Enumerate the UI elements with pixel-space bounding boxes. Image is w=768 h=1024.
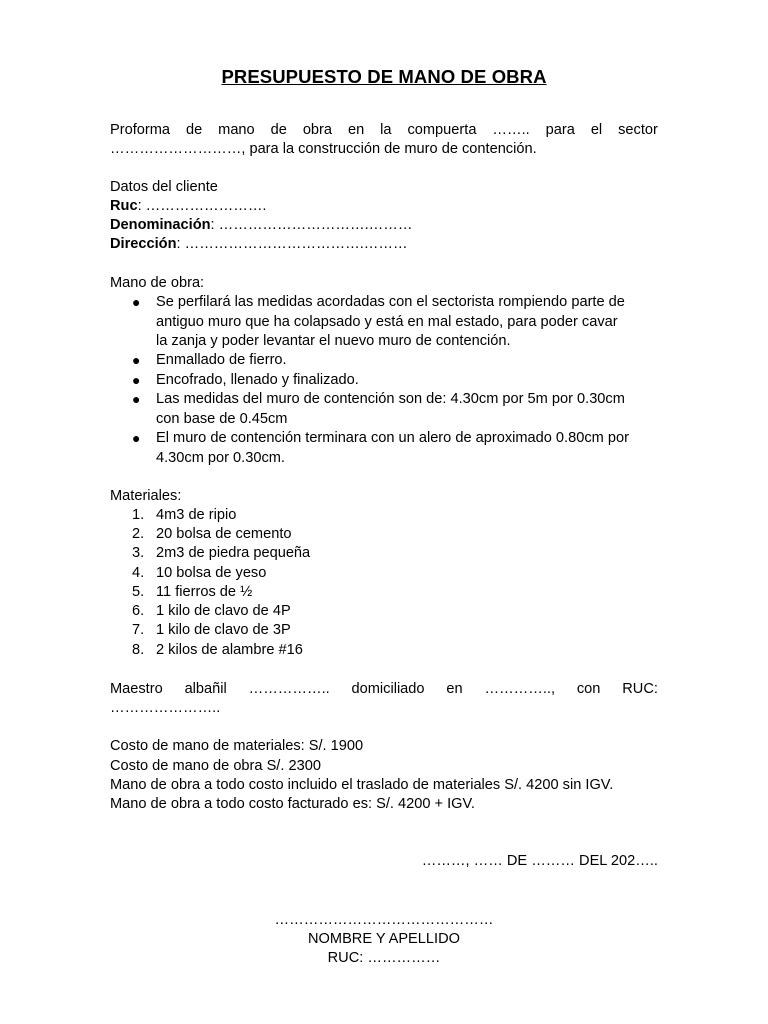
intro-word: ……..	[492, 122, 530, 138]
bullet-icon: ●	[132, 294, 141, 310]
materials-heading: Materiales:	[110, 488, 182, 504]
material-text: 1 kilo de clavo de 4P	[156, 603, 291, 619]
date-line: ………, …… DE ……… DEL 202…..	[421, 853, 658, 869]
client-heading: Datos del cliente	[110, 179, 218, 195]
mason-word: domiciliado	[351, 681, 425, 697]
labor-item-line: El muro de contención terminara con un alero de aproximado 0.80cm por	[156, 430, 629, 446]
material-text: 1 kilo de clavo de 3P	[156, 622, 291, 638]
mason-word: con	[576, 681, 601, 697]
ruc-value: : …………………….	[137, 198, 267, 214]
material-number: 1.	[132, 507, 145, 523]
labor-item-line: Encofrado, llenado y finalizado.	[156, 372, 359, 388]
signature-ruc: RUC: ……………	[327, 950, 441, 966]
intro-word: el	[590, 122, 603, 138]
material-number: 5.	[132, 584, 145, 600]
direccion-value: : ……………………………….………	[176, 236, 408, 252]
mason-word: en	[446, 681, 463, 697]
material-number: 7.	[132, 622, 145, 638]
material-text: 4m3 de ripio	[156, 507, 237, 523]
document-title: PRESUPUESTO DE MANO DE OBRA	[221, 66, 547, 87]
intro-word: en	[347, 122, 365, 138]
ruc-label: Ruc	[110, 198, 138, 214]
intro-line-1	[110, 121, 658, 140]
labor-item-line: antiguo muro que ha colapsado y está en mal estado, para poder cavar	[156, 313, 618, 330]
bullet-icon: ●	[132, 430, 141, 446]
labor-item-line: 4.30cm por 0.30cm.	[156, 449, 285, 466]
mason-word: Maestro	[110, 681, 163, 697]
mason-word: …………..,	[484, 681, 556, 697]
denominacion-value: : ………………………….………	[210, 217, 413, 233]
bullet-icon: ●	[132, 372, 141, 388]
labor-heading: Mano de obra:	[110, 275, 205, 291]
labor-item-line: Las medidas del muro de contención son de: 4.30cm por 5m por 0.30cm	[156, 391, 625, 407]
labor-item-text	[156, 371, 658, 391]
labor-item-text	[156, 293, 658, 352]
mason-line-2: …………………..	[110, 700, 221, 716]
labor-item-text	[156, 351, 658, 371]
client-denominacion	[110, 216, 412, 235]
mason-word: ……………..	[248, 681, 330, 697]
material-number: 3.	[132, 545, 145, 561]
intro-word: la	[380, 122, 392, 138]
labor-item-line: Se perfilará las medidas acordadas con el sectorista rompiendo parte de	[156, 294, 625, 310]
material-number: 8.	[132, 642, 145, 658]
labor-item-text	[156, 429, 658, 468]
client-ruc	[110, 197, 267, 216]
client-direccion	[110, 235, 408, 254]
material-text: 11 fierros de ½	[156, 584, 253, 600]
intro-word: Proforma	[110, 122, 171, 138]
signature-line: ………………………………………	[274, 912, 494, 928]
cost-line: Mano de obra a todo costo facturado es: S/. 4200 + IGV.	[110, 796, 475, 812]
material-text: 2 kilos de alambre #16	[156, 642, 303, 658]
material-text: 2m3 de piedra pequeña	[156, 545, 311, 561]
cost-line: Costo de mano de materiales: S/. 1900	[110, 738, 364, 754]
labor-item-text	[156, 390, 658, 429]
labor-item-line: Enmallado de fierro.	[156, 352, 287, 368]
mason-word: RUC:	[622, 681, 658, 697]
mason-line-1	[110, 680, 658, 699]
material-text: 20 bolsa de cemento	[156, 526, 292, 542]
intro-word: sector	[618, 122, 658, 138]
intro-word: de	[270, 122, 287, 138]
signature-name: NOMBRE Y APELLIDO	[308, 931, 460, 947]
cost-line: Mano de obra a todo costo incluido el traslado de materiales S/. 4200 sin IGV.	[110, 777, 614, 793]
labor-item-line: la zanja y poder levantar el nuevo muro de contención.	[156, 333, 511, 349]
intro-word: de	[185, 122, 203, 138]
intro-word: obra	[302, 122, 333, 138]
material-number: 2.	[132, 526, 145, 542]
bullet-icon: ●	[132, 352, 141, 368]
intro-word: mano	[218, 122, 255, 138]
intro-word: para	[545, 122, 575, 138]
intro-line-2: ………………………, para la construcción de muro de contención.	[110, 141, 537, 157]
intro-word: compuerta	[407, 122, 477, 138]
cost-line: Costo de mano de obra S/. 2300	[110, 758, 321, 774]
material-number: 4.	[132, 565, 145, 581]
material-number: 6.	[132, 603, 145, 619]
labor-item-line: con base de 0.45cm	[156, 410, 288, 427]
bullet-icon: ●	[132, 391, 141, 407]
mason-word: albañil	[184, 681, 227, 697]
denominacion-label: Denominación	[110, 217, 211, 233]
material-text: 10 bolsa de yeso	[156, 565, 267, 581]
direccion-label: Dirección	[110, 236, 177, 252]
